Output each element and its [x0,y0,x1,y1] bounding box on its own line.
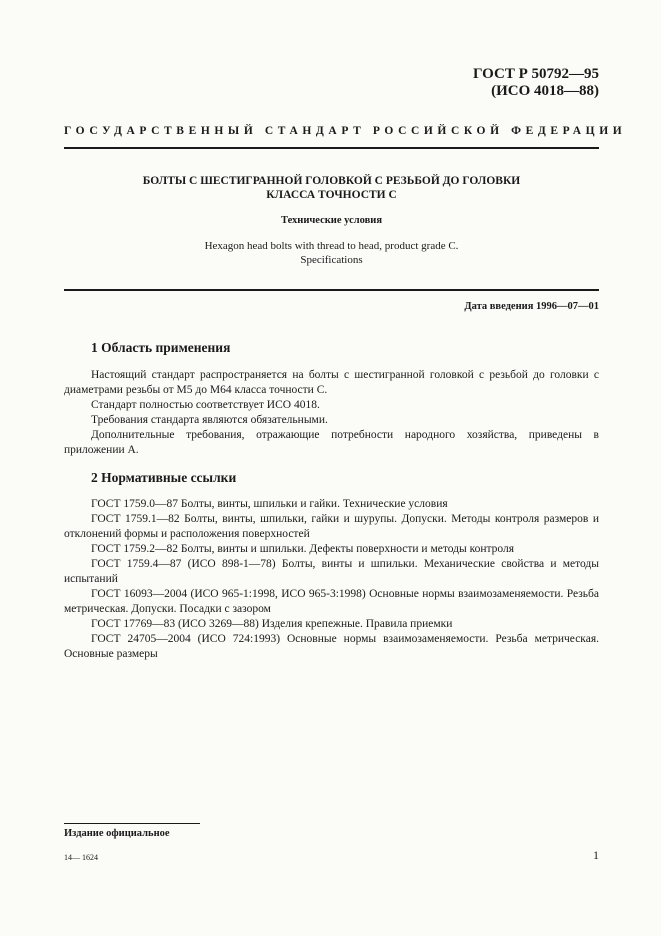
paragraph: Стандарт полностью соответствует ИСО 4018. [91,399,320,411]
reference-item: ГОСТ 1759.4—87 (ИСО 898-1—78) Болты, винты и шпильки. Механические свойства и методы испытаний [64,558,599,585]
section-2-body [64,497,599,662]
paragraph: Требования стандарта являются обязательными. [91,414,328,426]
english-title-line-1: Hexagon head bolts with thread to head, product grade C. [204,240,459,252]
reference-item: ГОСТ 1759.0—87 Болты, винты, шпильки и гайки. Технические условия [91,498,448,510]
title-line-1: БОЛТЫ С ШЕСТИГРАННОЙ ГОЛОВКОЙ С РЕЗЬБОЙ ДО ГОЛОВКИ [142,175,521,187]
reference-item: ГОСТ 17769—83 (ИСО 3269—88) Изделия крепежные. Правила приемки [91,618,453,630]
section-1-body [64,368,599,458]
edition-label: Издание официальное [64,828,170,839]
print-code: 14— 1624 [64,853,98,862]
bottom-divider [64,289,599,291]
page-number: 1 [593,848,599,862]
reference-item: ГОСТ 1759.2—82 Болты, винты и шпильки. Дефекты поверхности и методы контроля [91,543,515,555]
section-2-heading: 2 Нормативные ссылки [91,470,237,485]
reference-item: ГОСТ 16093—2004 (ИСО 965-1:1998, ИСО 965-3:1998) Основные нормы взаимозаменяемости. Резьба метрическая. Допуски. Посадки с зазором [64,588,599,615]
english-title [64,239,599,267]
document-title [64,174,599,202]
paragraph: Настоящий стандарт распространяется на болты с шестигранной головкой с резьбой до головки с диаметрами резьбы от М5 до М64 класса точности С. [64,369,599,396]
english-title-line-2: Specifications [300,254,363,266]
section-1-heading: 1 Область применения [91,340,231,355]
iso-number: (ИСО 4018—88) [491,83,599,99]
top-divider [64,147,599,149]
footer-divider [64,823,200,824]
reference-item: ГОСТ 24705—2004 (ИСО 724:1993) Основные нормы взаимозаменяемости. Резьба метрическая. Основные размеры [64,633,599,660]
gost-number: ГОСТ Р 50792—95 [472,66,599,82]
paragraph: Дополнительные требования, отражающие потребности народного хозяйства, приведены в приложении А. [64,429,599,456]
technical-conditions: Технические условия [280,215,383,226]
title-line-2: КЛАССА ТОЧНОСТИ С [266,189,397,201]
standard-title: ГОСУДАРСТВЕННЫЙ СТАНДАРТ РОССИЙСКОЙ ФЕДЕРАЦИИ [64,125,627,137]
document-code [473,66,599,100]
introduction-date: Дата введения 1996—07—01 [464,301,599,312]
reference-item: ГОСТ 1759.1—82 Болты, винты, шпильки, гайки и шурупы. Допуски. Методы контроля размеров и отклонений формы и расположения поверхностей [64,513,599,540]
